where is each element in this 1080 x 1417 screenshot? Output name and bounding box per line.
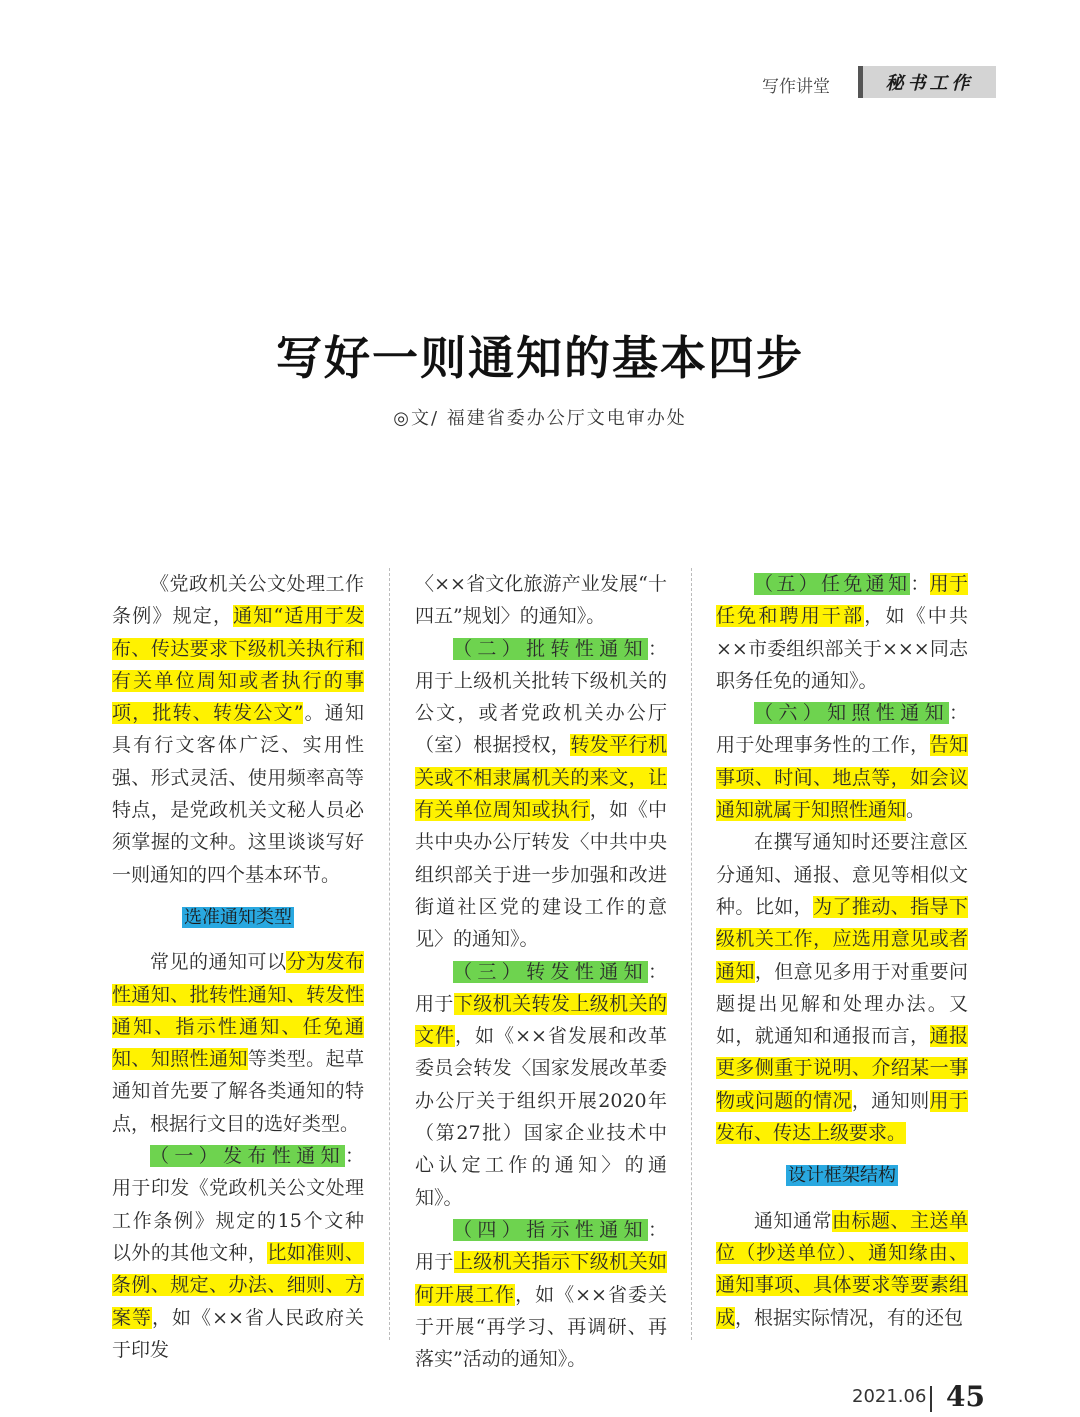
- subheading: （一）发布性通知: [150, 1145, 345, 1168]
- highlight: 通报更多侧重于说明、介绍某一事物或问题的情况: [716, 1025, 968, 1112]
- issue-date: 2021.06: [852, 1386, 927, 1407]
- highlight: 告知事项、时间、地点等，如会议通知就属于知照性通知: [716, 734, 968, 822]
- paragraph: （二）批转性通知：用于上级机关批转下级机关的公文，或者党政机关办公厅（室）根据授权，转发平行机关或不相隶属机关的来文，让有关单位周知或执行，如《中共中央办公厅转发〈中共中央组织部关于进一步加强和改进街道社区党的建设工作的意见〉的通知》。: [415, 637, 667, 951]
- article-title: 写好一则通知的基本四步: [276, 331, 804, 385]
- highlight: 转发平行机关或不相隶属机关的来文，让有关单位周知或执行: [415, 734, 667, 822]
- paragraph: 通知通常由标题、主送单位（抄送单位）、通知缘由、通知事项、具体要求等要素组成，根据实际情况，有的还包: [716, 1209, 968, 1329]
- highlight: 用于发布、传达上级要求。: [716, 1089, 968, 1145]
- section-heading: 设计框架结构: [788, 1165, 896, 1187]
- highlight: 由标题、主送单位（抄送单位）、通知缘由、通知事项、具体要求等要素组成: [716, 1209, 968, 1329]
- paragraph: 常见的通知可以分为发布性通知、批转性通知、转发性通知、指示性通知、任免通知、知照性通知等类型。起草通知首先要了解各类通知的特点，根据行文目的选好类型。: [112, 951, 364, 1135]
- subheading: （四）指示性通知: [453, 1218, 648, 1241]
- article-byline: ◎文/ 福建省委办公厅文电审办处: [393, 408, 687, 429]
- page-number: 45: [946, 1380, 985, 1413]
- footer-divider: [930, 1386, 932, 1412]
- column-2: [415, 568, 667, 1375]
- column-divider: [691, 568, 692, 1340]
- paragraph: （五）任免通知：用于任免和聘用干部，如《中共××市委组织部关于×××同志职务任免的通知》。: [716, 573, 968, 692]
- section-label: 写作讲堂: [762, 77, 830, 97]
- column-3: [716, 568, 968, 1334]
- subheading: （五）任免通知: [754, 573, 911, 595]
- highlight: 用于任免和聘用干部: [716, 573, 968, 628]
- subheading: （三）转发性通知: [453, 960, 648, 983]
- highlight: 为了推动、指导下级机关工作，应选用意见或者通知: [716, 895, 968, 983]
- section-heading: 选准通知类型: [184, 906, 292, 928]
- highlight: 比如准则、条例、规定、办法、细则、方案等: [112, 1241, 364, 1329]
- magazine-logo: 秘书工作: [858, 66, 996, 98]
- paragraph: 在撰写通知时还要注意区分通知、通报、意见等相似文种。比如，为了推动、指导下级机关工作，应选用意见或者通知，但意见多用于对重要问题提出见解和处理办法。又如，就通知和通报而言，通报更多侧重于说明、介绍某一事物或问题的情况，通知则用于发布、传达上级要求。: [716, 831, 968, 1145]
- highlight: 上级机关指示下级机关如何开展工作: [415, 1251, 667, 1306]
- highlight: 下级机关转发上级机关的文件: [415, 992, 667, 1048]
- paragraph: （四）指示性通知：用于上级机关指示下级机关如何开展工作，如《××省委关于开展“再学习、再调研、再落实”活动的通知》。: [415, 1218, 667, 1371]
- subheading: （二）批转性通知: [453, 637, 648, 660]
- highlight: 分为发布性通知、批转性通知、转发性通知、指示性通知、任免通知、知照性通知: [112, 951, 364, 1071]
- column-1: [112, 568, 364, 1366]
- column-divider: [389, 568, 390, 1340]
- paragraph: 〈××省文化旅游产业发展“十四五”规划〉的通知》。: [415, 573, 667, 628]
- subheading: （六）知照性通知: [754, 702, 949, 725]
- highlight: 通知“适用于发布、传达要求下级机关执行和有关单位周知或者执行的事项，批转、转发公文”: [112, 605, 364, 725]
- paragraph: （一）发布性通知：用于印发《党政机关公文处理工作条例》规定的15个文种以外的其他文种，比如准则、条例、规定、办法、细则、方案等，如《××省人民政府关于印发: [112, 1145, 364, 1361]
- paragraph: 《党政机关公文处理工作条例》规定，通知“适用于发布、传达要求下级机关执行和有关单位周知或者执行的事项，批转、转发公文”。通知具有行文客体广泛、实用性强、形式灵活、使用频率高等特点，是党政机关文秘人员必须掌握的文种。这里谈谈写好一则通知的四个基本环节。: [112, 573, 364, 886]
- paragraph: （六）知照性通知：用于处理事务性的工作，告知事项、时间、地点等，如会议通知就属于知照性通知。: [716, 702, 968, 822]
- paragraph: （三）转发性通知：用于下级机关转发上级机关的文件，如《××省发展和改革委员会转发〈国家发展改革委办公厅关于组织开展2020年（第27批）国家企业技术中心认定工作的通知〉的通知》。: [415, 960, 667, 1209]
